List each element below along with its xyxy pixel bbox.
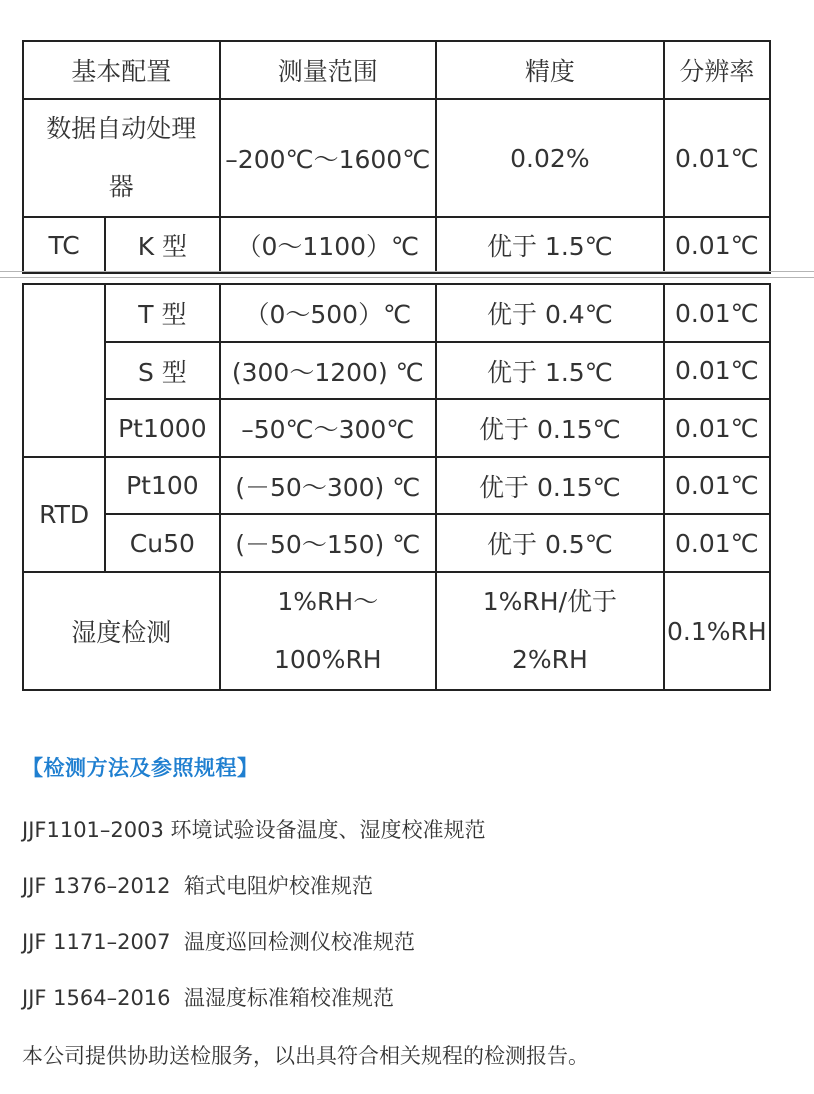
range-cell: (－50～300) ℃ <box>220 457 437 514</box>
resolution-cell: 0.01℃ <box>664 514 770 572</box>
header-accuracy: 精度 <box>436 41 664 99</box>
table-row <box>23 399 770 457</box>
resolution-cell: 0.01℃ <box>664 342 770 399</box>
type-cell: T 型 <box>105 284 219 342</box>
table-row <box>23 284 770 342</box>
header-range: 测量范围 <box>220 41 437 99</box>
type-cell: Pt1000 <box>105 399 219 457</box>
group-cell-empty <box>23 284 105 457</box>
accuracy-cell: 0.02% <box>436 99 664 217</box>
range-cell: (300～1200) ℃ <box>220 342 437 399</box>
standard-line: JJF 1376–2012 箱式电阻炉校准规范 <box>22 874 373 898</box>
spec-table-top <box>22 40 771 274</box>
range-cell: 1%RH～100%RH <box>220 572 437 690</box>
group-cell-rtd: RTD <box>23 457 105 572</box>
table-row <box>23 217 770 273</box>
row-label: 湿度检测 <box>23 572 220 690</box>
type-cell: K 型 <box>105 217 219 273</box>
type-cell: S 型 <box>105 342 219 399</box>
accuracy-cell: 1%RH/优于2%RH <box>436 572 664 690</box>
range-cell: （0～500）℃ <box>220 284 437 342</box>
header-resolution: 分辨率 <box>664 41 770 99</box>
type-cell: Pt100 <box>105 457 219 514</box>
spec-table-bottom <box>22 283 771 691</box>
range-cell: （0～1100）℃ <box>220 217 437 273</box>
resolution-cell: 0.01℃ <box>664 217 770 273</box>
standard-line: JJF1101–2003 环境试验设备温度、湿度校准规范 <box>22 818 486 842</box>
range-cell: –50℃～300℃ <box>220 399 437 457</box>
table-row <box>23 572 770 690</box>
resolution-cell: 0.01℃ <box>664 457 770 514</box>
service-note: 本公司提供协助送检服务，以出具符合相关规程的检测报告。 <box>22 1044 589 1068</box>
table-row <box>23 99 770 217</box>
table-row <box>23 342 770 399</box>
range-cell: –200℃～1600℃ <box>220 99 437 217</box>
page-break-divider <box>0 268 814 282</box>
standard-line: JJF 1564–2016 温湿度标准箱校准规范 <box>22 986 394 1010</box>
table-header-row <box>23 41 770 99</box>
group-cell-tc: TC <box>23 217 105 273</box>
resolution-cell: 0.01℃ <box>664 99 770 217</box>
row-label: 数据自动处理器 <box>23 99 220 217</box>
accuracy-cell: 优于 1.5℃ <box>436 217 664 273</box>
range-cell: (－50～150) ℃ <box>220 514 437 572</box>
accuracy-cell: 优于 0.5℃ <box>436 514 664 572</box>
header-basic-config: 基本配置 <box>23 41 220 99</box>
table-row <box>23 457 770 514</box>
table-row <box>23 514 770 572</box>
section-heading: 【检测方法及参照规程】 <box>22 756 259 780</box>
accuracy-cell: 优于 0.4℃ <box>436 284 664 342</box>
type-cell: Cu50 <box>105 514 219 572</box>
resolution-cell: 0.01℃ <box>664 284 770 342</box>
accuracy-cell: 优于 1.5℃ <box>436 342 664 399</box>
resolution-cell: 0.01℃ <box>664 399 770 457</box>
accuracy-cell: 优于 0.15℃ <box>436 457 664 514</box>
resolution-cell: 0.1%RH <box>664 572 770 690</box>
accuracy-cell: 优于 0.15℃ <box>436 399 664 457</box>
standard-line: JJF 1171–2007 温度巡回检测仪校准规范 <box>22 930 415 954</box>
